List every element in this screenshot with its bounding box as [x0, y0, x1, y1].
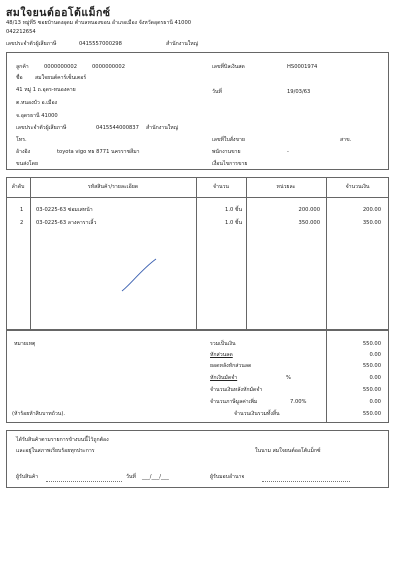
items-table: [6, 177, 389, 330]
customer-name-label: ชื่อ: [16, 75, 23, 81]
sale-term-label: เงื่อนไขการขาย: [212, 161, 248, 167]
row-unit-price: 200.000: [298, 207, 320, 213]
customer-address-2: ต.หนองบัว อ.เมือง: [16, 100, 58, 106]
row-description: 03-0225-63 ลางคาราเลิ้ว: [36, 220, 97, 226]
receiver-label: ผู้รับสินค้า: [16, 474, 39, 480]
summary-value-vat: 0.00: [369, 399, 381, 405]
row-amount: 200.00: [362, 207, 381, 213]
row-amount: 350.00: [362, 220, 381, 226]
bill-no: HS0001974: [287, 64, 318, 70]
row-quantity: 1.0 ชิ้น: [225, 207, 242, 213]
date-label: วันที่: [212, 89, 222, 95]
summary-label-deposit: หักเงินมัดจำ: [210, 375, 238, 381]
salesman: -: [287, 149, 289, 155]
summary-label-vat: จำนวนภาษีมูลค่าเพิ่ม: [210, 399, 258, 405]
for-company: ในนาม สมใจยนต์ออโต้แม็กซ์: [255, 448, 321, 454]
summary-label-total: รวมเป็นเงิน: [210, 341, 236, 347]
customer-address-1: 41 หมู่ 1 ถ.อุดร-หนองคาย: [16, 87, 76, 93]
summary-label-discount: หักส่วนลด: [210, 352, 233, 358]
customer-ref-label: อ้างอิง: [16, 149, 31, 155]
header-unit-price: หน่วยละ: [276, 184, 296, 190]
row-quantity: 1.0 ชิ้น: [225, 220, 242, 226]
received-note-1: ได้รับสินค้าตามรายการข้างบนนี้ไว้ถูกต้อง: [16, 437, 109, 443]
company-tax-label: เลขประจำตัวผู้เสียภาษี: [6, 41, 57, 47]
customer-tax-id: 0415544000837: [96, 125, 139, 131]
receive-date-field: ___/___/___: [142, 474, 169, 480]
row-no: 2: [20, 220, 24, 226]
summary-value-after-deposit: 550.00: [362, 387, 381, 393]
header-no: ลำดับ: [11, 184, 25, 190]
summary-value-deposit: 0.00: [369, 375, 381, 381]
header-description: รหัสสินค้า/รายละเอียด: [87, 184, 139, 190]
company-tax-id: 0415557000298: [79, 41, 122, 47]
summary-value-after-discount: 550.00: [362, 363, 381, 369]
header-quantity: จำนวน: [213, 184, 229, 190]
customer-address-3: จ.อุดรธานี 41000: [16, 113, 58, 119]
summary-value-grand-total: 550.00: [362, 411, 381, 417]
bill-no-label: เลขที่บิลเงินสด: [212, 64, 245, 70]
remark-label: หมายเหตุ: [14, 341, 36, 347]
customer-ship-label: ขนส่งโดย: [16, 161, 38, 167]
summary-label-after-discount: ยอดหลังหักส่วนลด: [210, 363, 252, 369]
customer-branch: สำนักงานใหญ่: [146, 125, 179, 131]
customer-name: สมใจยนต์คาร์เซ็นเตอร์: [35, 75, 87, 81]
vat-rate: 7.00%: [290, 399, 307, 405]
header-amount: จำนวนเงิน: [345, 184, 370, 190]
customer-code-label: ลูกค้า: [16, 64, 29, 70]
customer-tax-label: เลขประจำตัวผู้เสียภาษี: [16, 125, 67, 131]
company-branch: สำนักงานใหญ่: [166, 41, 199, 47]
order-branch-label: สาข.: [340, 137, 352, 143]
salesman-label: พนักงานขาย: [212, 149, 241, 155]
company-address: 48/13 หมู่ที่5 ซอยบ้านดงอุดม ตำบลหนองขอน อำเภอเมือง จังหวัดอุดรธานี 41000: [6, 20, 192, 26]
row-unit-price: 350.000: [298, 220, 320, 226]
customer-code: 0000000002: [44, 64, 78, 70]
summary-label-grand-total: จำนวนเงินรวมทั้งสิ้น: [234, 411, 280, 417]
company-phone: 042212654: [6, 29, 36, 35]
summary-value-discount: 0.00: [369, 352, 381, 358]
doc-date: 19/03/63: [287, 89, 311, 95]
amount-in-words: (ห้าร้อยห้าสิบบาทถ้วน).: [12, 411, 65, 417]
pen-stroke-mark: [120, 255, 160, 295]
summary-label-after-deposit: จำนวนเงินหลังหักมัดจำ: [210, 387, 263, 393]
customer-phone-label: โทร.: [16, 137, 27, 143]
order-no-label: เลขที่ใบสั่งขาย: [212, 137, 245, 143]
customer-code-2: 0000000002: [92, 64, 126, 70]
received-note-2: และอยู่ในสภาพเรียบร้อยทุกประการ: [16, 448, 95, 454]
receive-date-label: วันที่: [126, 474, 136, 480]
customer-ref: toyota vigo ทธ 8771 นครราชสีมา: [57, 149, 140, 155]
summary-value-total: 550.00: [362, 341, 381, 347]
company-name: สมใจยนต์ออโต้แม็กซ์: [6, 7, 111, 19]
row-no: 1: [20, 207, 24, 213]
deposit-suffix: %: [286, 375, 291, 381]
row-description: 03-0225-63 ซ่อมเสหน้า: [36, 207, 93, 213]
authorized-label: ผู้รับมอบอำนาจ: [210, 474, 245, 480]
